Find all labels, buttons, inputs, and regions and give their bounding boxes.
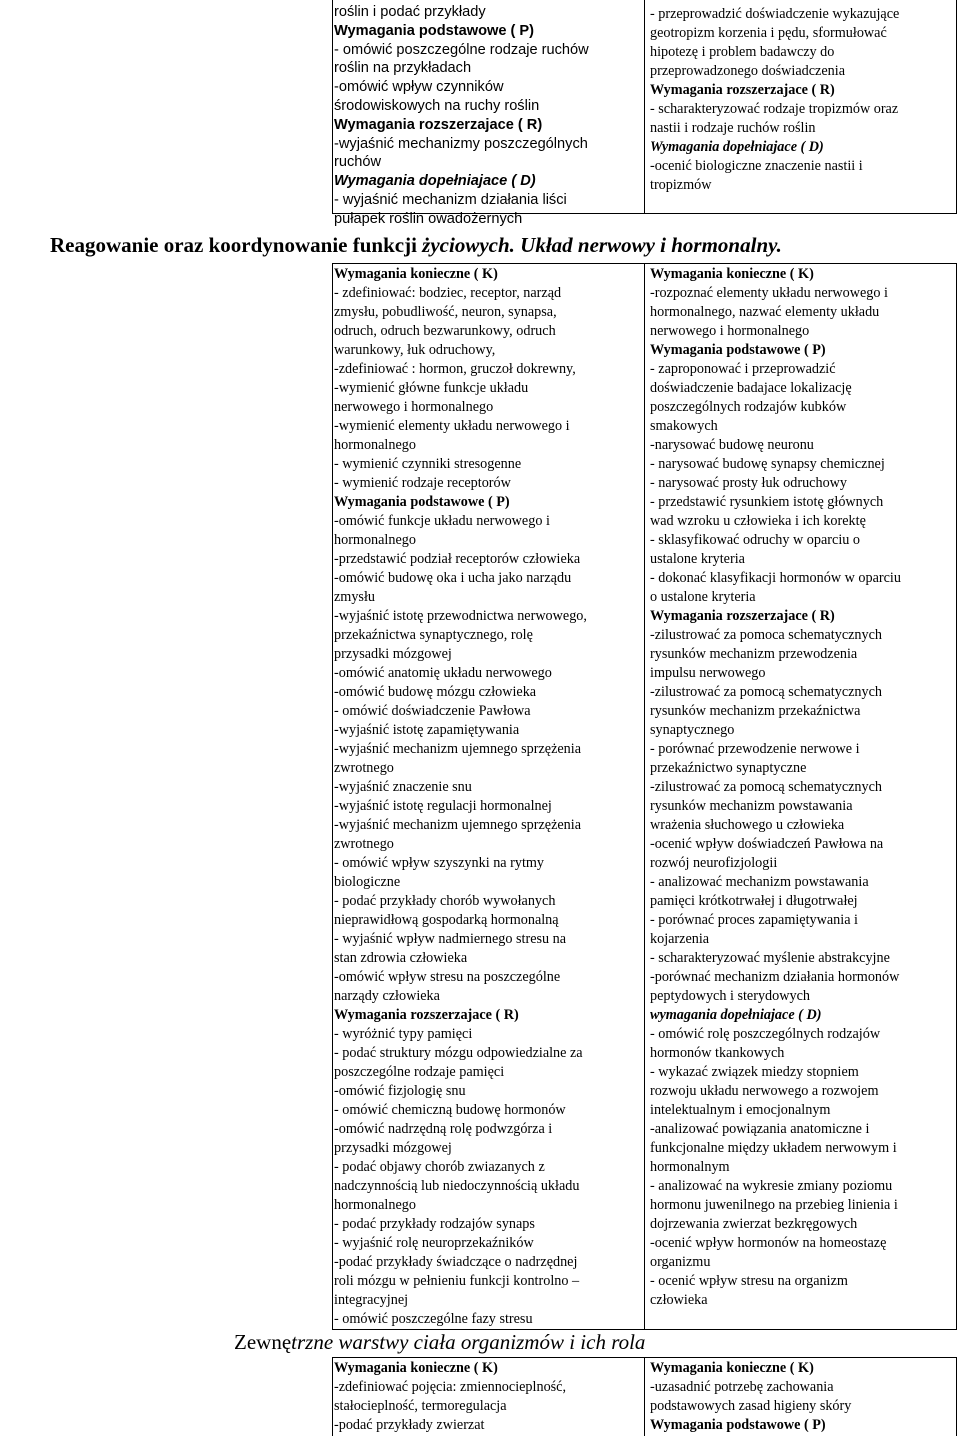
section2-title-part-1: Zewnę <box>234 1330 292 1354</box>
requirement-line: -uzasadnić potrzebę zachowania <box>650 1379 834 1395</box>
requirement-line: nerwowego i hormonalnego <box>650 323 810 339</box>
requirement-line: pamięci krótkotrwałej i długotrwałej <box>650 893 858 909</box>
requirement-line: geotropizm korzenia i pędu, sformułować <box>650 25 887 41</box>
requirement-line: stan zdrowia człowieka <box>334 950 468 966</box>
requirement-line: przysadki mózgowej <box>334 646 452 662</box>
requirement-line: -omówić funkcje układu nerwowego i <box>334 513 550 529</box>
requirement-line: rysunków mechanizm przekaźnictwa <box>650 703 861 719</box>
requirement-line: - omówić rolę poszczególnych rodzajów <box>650 1026 881 1042</box>
requirement-line: - wymienić czynniki stresogenne <box>334 456 522 472</box>
requirement-line: tropizmów <box>650 177 712 193</box>
requirement-line: - wyjaśnić mechanizm działania liści <box>334 191 567 208</box>
section2-title-part-2: trzne warstwy ciała organizmów i ich rola <box>291 1330 646 1354</box>
requirement-line: synaptycznego <box>650 722 735 738</box>
requirement-line: impulsu nerwowego <box>650 665 766 681</box>
requirement-line: roli mózgu w pełnieniu funkcji kontrolno – <box>334 1273 580 1289</box>
requirement-line: -zilustrować za pomoca schematycznych <box>650 627 883 643</box>
requirement-line: integracyjnej <box>334 1292 409 1308</box>
requirement-line: -porównać mechanizm działania hormonów <box>650 969 900 985</box>
requirement-line: -podać przykłady świadczące o nadrzędnej <box>334 1254 578 1270</box>
requirement-line: kojarzenia <box>650 931 710 947</box>
requirement-line: -zilustrować za pomocą schematycznych <box>650 779 883 795</box>
requirement-level-heading: Wymagania rozszerzajace ( R) <box>650 608 835 624</box>
requirement-line: doświadczenie badajace lokalizację <box>650 380 852 396</box>
requirement-line: - podać struktury mózgu odpowiedzialne za <box>334 1045 583 1061</box>
requirement-line: - narysować prosty łuk odruchowy <box>650 475 848 491</box>
requirement-line: peptydowych i sterydowych <box>650 988 810 1004</box>
requirement-line: nadczynnością lub niedoczynnością układu <box>334 1178 580 1194</box>
requirement-level-heading: Wymagania dopełniajace ( D) <box>334 173 536 190</box>
mid-right-cell <box>650 265 954 1310</box>
table-border-right-mid <box>956 263 957 1329</box>
requirement-line: hormonalnego <box>334 532 416 548</box>
requirement-line: - porównać proces zapamiętywania i <box>650 912 858 928</box>
requirement-line: -wyjaśnić istotę regulacji hormonalnej <box>334 798 552 814</box>
section-title-part-2: życiowych. Układ nerwowy i hormonalny. <box>422 233 782 257</box>
requirement-line: -omówić fizjologię snu <box>334 1083 466 1099</box>
requirement-line: hormonalnego <box>334 437 416 453</box>
requirement-line: - wyjaśnić wpływ nadmiernego stresu na <box>334 931 567 947</box>
requirement-line: -omówić wpływ czynników <box>334 79 504 96</box>
requirement-line: -omówić budowę oka i ucha jako narządu <box>334 570 572 586</box>
requirement-line: o ustalone kryteria <box>650 589 756 605</box>
section-title-part-1: Reagowanie oraz koordynowanie funkcji <box>50 233 423 257</box>
requirement-level-heading: Wymagania konieczne ( K) <box>650 1360 814 1376</box>
requirement-line: -omówić anatomię układu nerwowego <box>334 665 552 681</box>
requirement-level-heading: Wymagania dopełniajace ( D) <box>650 139 824 155</box>
requirement-level-heading: Wymagania podstawowe ( P) <box>650 342 826 358</box>
top-left-cell <box>334 3 640 229</box>
requirement-line: narządy człowieka <box>334 988 440 1004</box>
requirement-line: - analizować mechanizm powstawania <box>650 874 869 890</box>
requirement-line: zmysłu <box>334 589 375 605</box>
table-border-left-top <box>332 0 333 213</box>
requirement-line: -przedstawić podział receptorów człowieka <box>334 551 581 567</box>
requirement-line: człowieka <box>650 1292 708 1308</box>
requirement-line: nieprawidłową gospodarką hormonalną <box>334 912 559 928</box>
requirement-line: hormonów tkankowych <box>650 1045 785 1061</box>
requirement-line: - omówić wpływ szyszynki na rytmy <box>334 855 545 871</box>
requirement-line: zwrotnego <box>334 760 394 776</box>
requirement-line: stałocieplność, termoregulacja <box>334 1398 507 1414</box>
table-border-left-mid <box>332 263 333 1329</box>
requirement-line: wrażenia słuchowego u człowieka <box>650 817 845 833</box>
requirement-line: - zaproponować i przeprowadzić <box>650 361 836 377</box>
requirement-level-heading: Wymagania konieczne ( K) <box>650 266 814 282</box>
requirement-line: -ocenić biologiczne znaczenie nastii i <box>650 158 863 174</box>
requirement-line: hormonalnym <box>650 1159 730 1175</box>
requirement-line: roślin na przykładach <box>334 60 472 77</box>
requirement-level-heading: Wymagania podstawowe ( P) <box>334 494 510 510</box>
requirement-line: przeprowadzonego doświadczenia <box>650 63 845 79</box>
requirement-line: roślin i podać przykłady <box>334 4 486 20</box>
section-title-nervous-hormonal <box>50 233 782 258</box>
requirement-level-heading: wymagania dopełniajace ( D) <box>650 1007 822 1023</box>
requirement-line: -ocenić wpływ doświadczeń Pawłowa na <box>650 836 884 852</box>
requirement-line: ustalone kryteria <box>650 551 745 567</box>
bottom-left-cell <box>334 1359 640 1435</box>
requirement-line: -analizować powiązania anatomiczne i <box>650 1121 870 1137</box>
requirement-line: - dokonać klasyfikacji hormonów w oparciu <box>650 570 901 586</box>
requirement-line: - analizować na wykresie zmiany poziomu <box>650 1178 893 1194</box>
section-title-outer-layers <box>234 1330 645 1355</box>
requirement-line: pułapek roślin owadożernych <box>334 210 523 227</box>
requirement-line: - wykazać związek miedzy stopniem <box>650 1064 859 1080</box>
requirement-line: - omówić chemiczną budowę hormonów <box>334 1102 566 1118</box>
requirement-line: - omówić doświadczenie Pawłowa <box>334 703 531 719</box>
requirement-line: intelektualnym i emocjonalnym <box>650 1102 831 1118</box>
requirement-line: -ocenić wpływ hormonów na homeostazę <box>650 1235 887 1251</box>
requirement-line: nerwowego i hormonalnego <box>334 399 494 415</box>
requirement-level-heading: Wymagania konieczne ( K) <box>334 1360 498 1376</box>
requirement-line: - scharakteryzować myślenie abstrakcyjne <box>650 950 890 966</box>
table-border-divider-bottom <box>644 1357 645 1436</box>
requirement-line: -zilustrować za pomocą schematycznych <box>650 684 883 700</box>
requirement-line: przekaźnictwo synaptyczne <box>650 760 807 776</box>
requirement-line: funkcjonalne między układem nerwowym i <box>650 1140 897 1156</box>
requirement-line: organizmu <box>650 1254 711 1270</box>
requirement-line: zwrotnego <box>334 836 394 852</box>
requirement-line: - sklasyfikować odruchy w oparciu o <box>650 532 860 548</box>
requirement-line: - zdefiniować: bodziec, receptor, narząd <box>334 285 562 301</box>
requirement-line: podstawowych zasad higieny skóry <box>650 1398 852 1414</box>
requirement-line: - porównać przewodzenie nerwowe i <box>650 741 860 757</box>
requirement-line: -omówić wpływ stresu na poszczególne <box>334 969 561 985</box>
requirement-line: -wyjaśnić istotę przewodnictwa nerwowego, <box>334 608 587 624</box>
requirement-line: ruchów <box>334 154 382 171</box>
requirement-level-heading: Wymagania rozszerzajace ( R) <box>650 82 835 98</box>
requirement-line: -wyjaśnić mechanizm ujemnego sprzężenia <box>334 817 581 833</box>
requirement-level-heading: Wymagania rozszerzajace ( R) <box>334 116 543 133</box>
requirement-line: -zdefiniować : hormon, gruczoł dokrewny, <box>334 361 576 377</box>
table-border-right-top <box>956 0 957 213</box>
requirement-line: - omówić poszczególne rodzaje ruchów <box>334 41 589 58</box>
requirement-line: przysadki mózgowej <box>334 1140 452 1156</box>
requirement-line: smakowych <box>650 418 718 434</box>
requirement-line: środowiskowych na ruchy roślin <box>334 97 540 114</box>
requirement-line: -wymienić główne funkcje układu <box>334 380 529 396</box>
requirement-line: -wyjaśnić mechanizmy poszczególnych <box>334 135 588 152</box>
requirement-line: nastii i rodzaje ruchów roślin <box>650 120 816 136</box>
requirement-line: - scharakteryzować rodzaje tropizmów oraz <box>650 101 899 117</box>
requirement-line: - wyjaśnić rolę neuroprzekaźników <box>334 1235 534 1251</box>
requirement-line: - przedstawić rysunkiem istotę głównych <box>650 494 884 510</box>
requirement-level-heading: Wymagania rozszerzajace ( R) <box>334 1007 519 1023</box>
requirement-line: dojrzewania zwierzat bezkręgowych <box>650 1216 858 1232</box>
requirement-line: przekaźnictwa synaptycznego, rolę <box>334 627 533 643</box>
table-border-divider-mid <box>644 263 645 1329</box>
requirement-line: -narysować budowę neuronu <box>650 437 814 453</box>
requirement-level-heading: Wymagania konieczne ( K) <box>334 266 498 282</box>
requirement-line: - podać objawy chorób zwiazanych z <box>334 1159 545 1175</box>
mid-left-cell <box>334 265 640 1329</box>
requirement-line: - omówić poszczególne fazy stresu <box>334 1311 533 1327</box>
requirement-line: - przeprowadzić doświadczenie wykazujące <box>650 6 900 22</box>
requirement-line: -omówić nadrzędną rolę podwzgórza i <box>334 1121 553 1137</box>
top-right-cell <box>650 5 954 195</box>
requirement-line: - ocenić wpływ stresu na organizm <box>650 1273 848 1289</box>
requirement-line: - podać przykłady rodzajów synaps <box>334 1216 535 1232</box>
requirement-line: odruch, odruch bezwarunkowy, odruch <box>334 323 556 339</box>
table-border-right-bottom <box>956 1357 957 1436</box>
requirement-line: poszczególne rodzaje pamięci <box>334 1064 505 1080</box>
table-border-left-bottom <box>332 1357 333 1436</box>
requirement-line: -zdefiniować pojęcia: zmiennocieplność, <box>334 1379 567 1395</box>
requirement-line: rysunków mechanizm powstawania <box>650 798 853 814</box>
requirement-line: -podać przykłady zwierzat <box>334 1417 485 1433</box>
requirement-line: - wymienić rodzaje receptorów <box>334 475 511 491</box>
requirement-line: -wymienić elementy układu nerwowego i <box>334 418 570 434</box>
requirement-line: wad wzroku u człowieka i ich korektę <box>650 513 866 529</box>
bottom-right-cell <box>650 1359 954 1435</box>
requirement-line: warunkowy, łuk odruchowy, <box>334 342 496 358</box>
requirement-line: -wyjaśnić znaczenie snu <box>334 779 472 795</box>
requirement-line: hormonu juwenilnego na przebieg linienia i <box>650 1197 898 1213</box>
requirement-line: - wyróżnić typy pamięci <box>334 1026 473 1042</box>
requirement-line: poszczególnych rodzajów kubków <box>650 399 847 415</box>
requirement-line: hipotezę i problem badawczy do <box>650 44 835 60</box>
requirement-level-heading: Wymagania podstawowe ( P) <box>650 1417 826 1433</box>
requirement-line: zmysłu, pobudliwość, neuron, synapsa, <box>334 304 557 320</box>
requirement-line: -rozpoznać elementy układu nerwowego i <box>650 285 888 301</box>
requirement-line: - narysować budowę synapsy chemicznej <box>650 456 885 472</box>
table-border-divider-top <box>644 0 645 213</box>
requirement-level-heading: Wymagania podstawowe ( P) <box>334 22 535 39</box>
requirement-line: biologiczne <box>334 874 401 890</box>
requirement-line: rysunków mechanizm przewodzenia <box>650 646 858 662</box>
requirement-line: rozwój neurofizjologii <box>650 855 778 871</box>
requirement-line: rozwoju układu nerwowego a rozwojem <box>650 1083 879 1099</box>
requirement-line: hormonalnego <box>334 1197 416 1213</box>
requirement-line: -omówić budowę mózgu człowieka <box>334 684 537 700</box>
requirement-line: -wyjaśnić istotę zapamiętywania <box>334 722 520 738</box>
requirement-line: - podać przykłady chorób wywołanych <box>334 893 556 909</box>
requirement-line: hormonalnego, nazwać elementy układu <box>650 304 880 320</box>
requirement-line: -wyjaśnić mechanizm ujemnego sprzężenia <box>334 741 581 757</box>
